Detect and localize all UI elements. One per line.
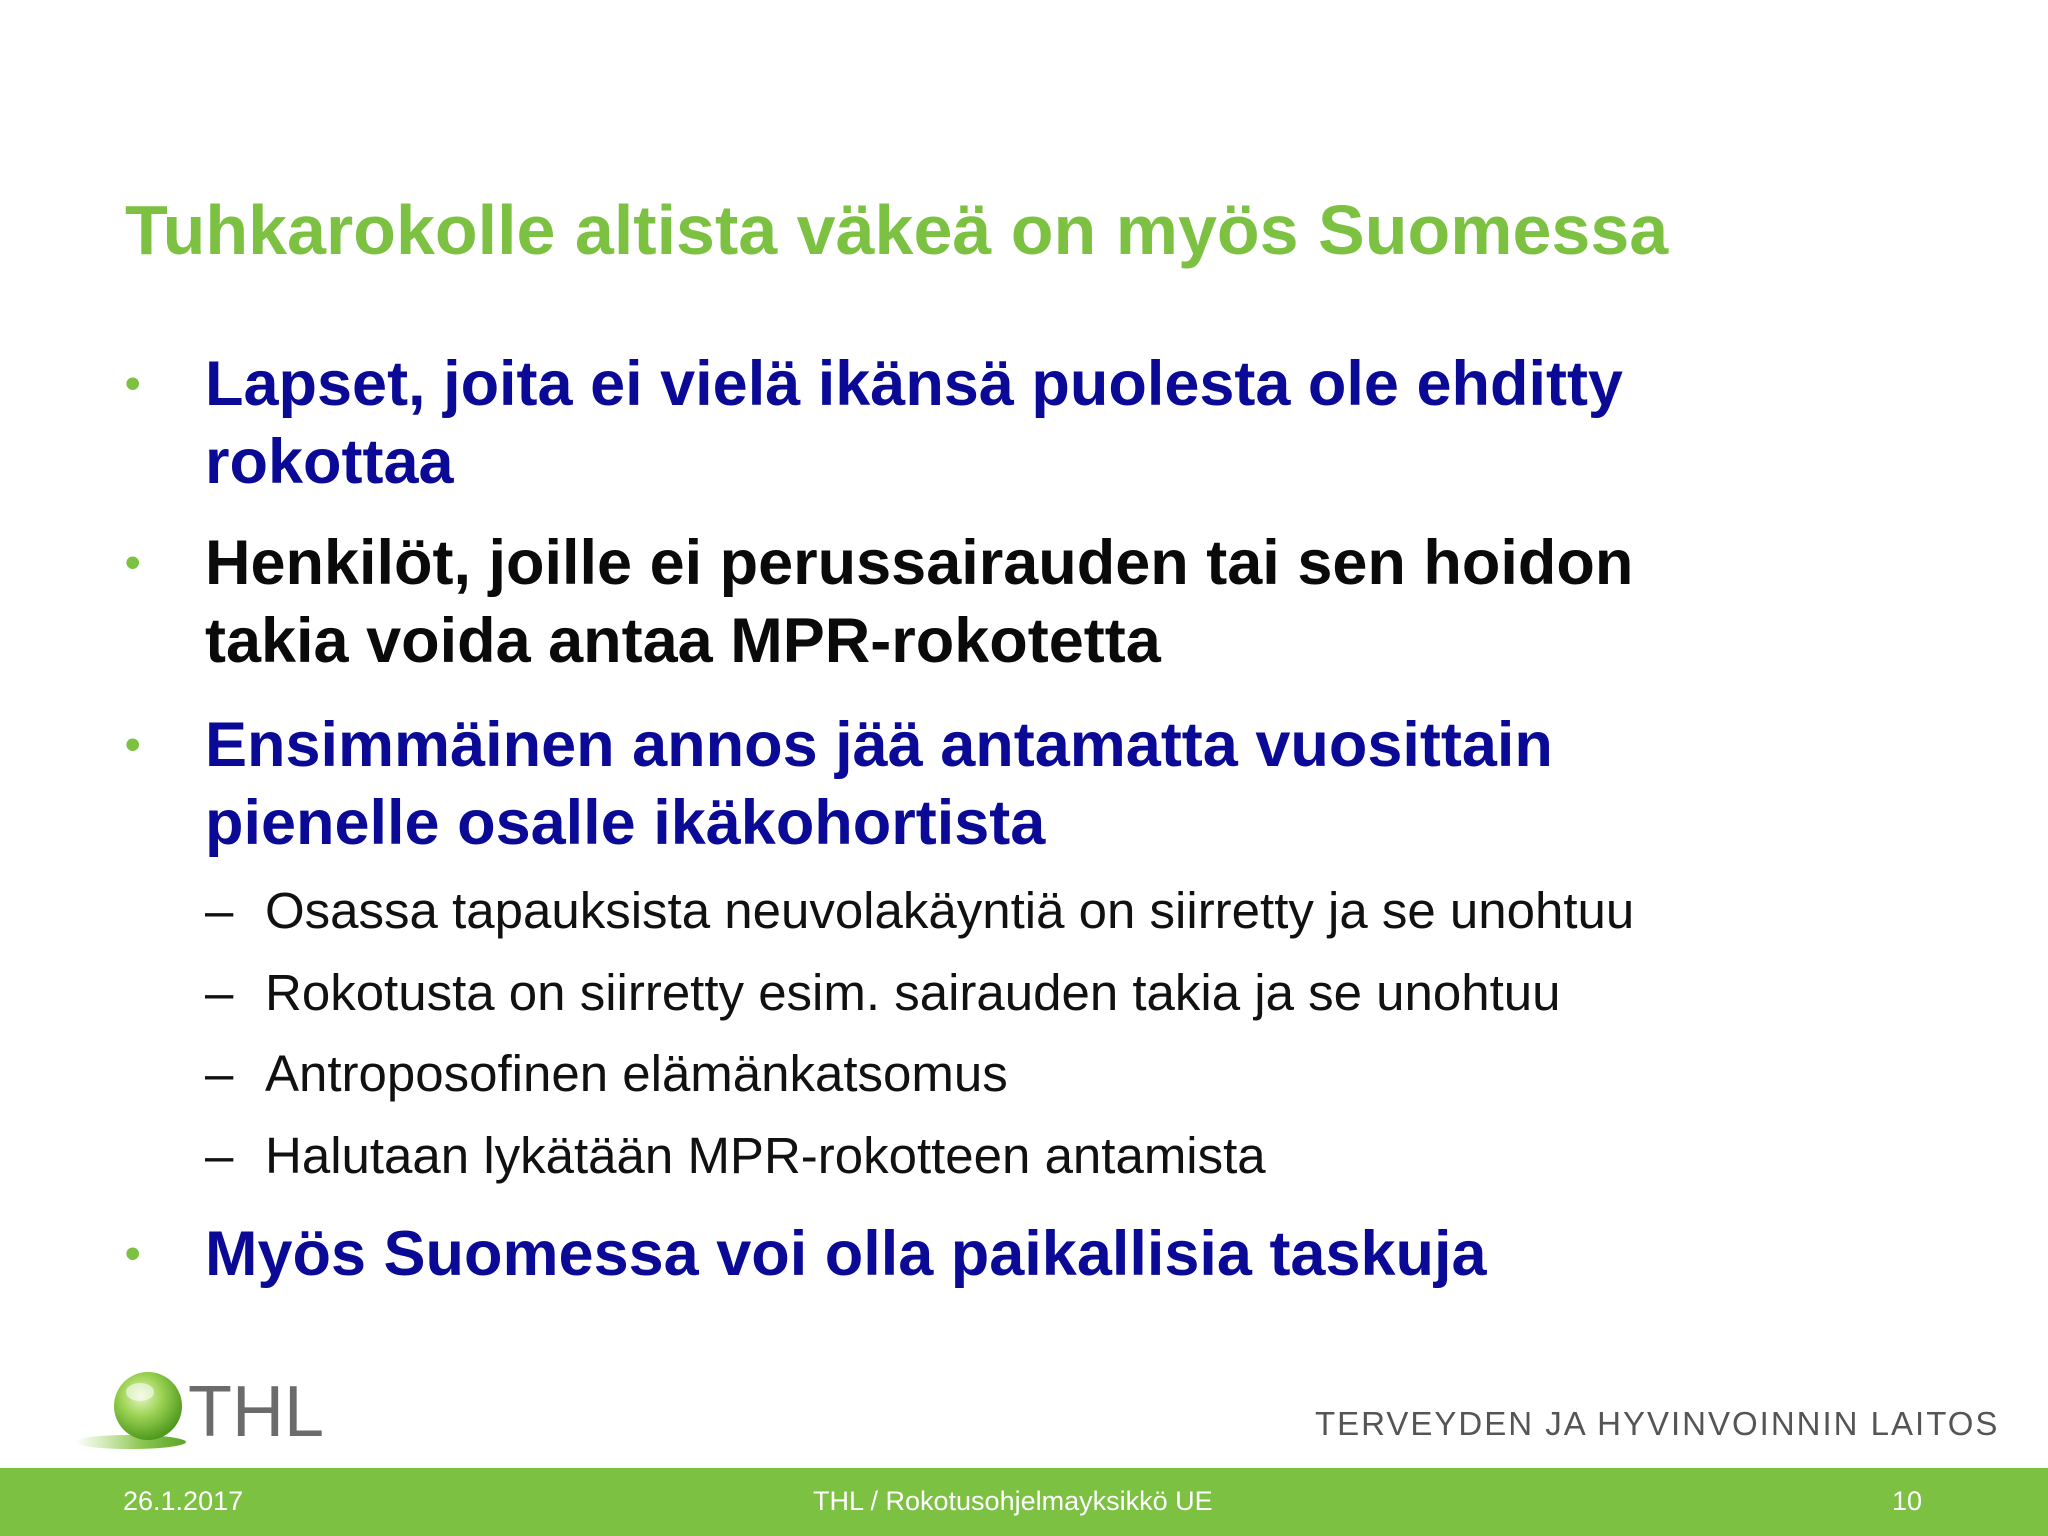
footer-date: 26.1.2017 [123, 1486, 244, 1516]
sub-bullet-text: Osassa tapauksista neuvolakäyntiä on siirretty ja se unohtuu [265, 882, 1635, 939]
sub-bullet-text: Rokotusta on siirretty esim. sairauden takia ja se unohtuu [265, 964, 1561, 1021]
slide-title: Tuhkarokolle altista väkeä on myös Suomessa [125, 191, 1669, 269]
sub-bullet-text: Antroposofinen elämänkatsomus [265, 1045, 1008, 1102]
bullet-marker: • [125, 720, 141, 769]
organization-name: TERVEYDEN JA HYVINVOINNIN LAITOS [1315, 1405, 2000, 1442]
logo-swoosh [74, 1435, 186, 1449]
bullet-marker: • [125, 538, 141, 587]
bullet-text-line: rokottaa [205, 427, 454, 497]
logo-orb-icon [114, 1372, 182, 1440]
sub-bullet-marker: – [205, 882, 234, 939]
thl-logo [70, 1358, 360, 1458]
sub-bullet-marker: – [205, 964, 234, 1021]
logo-text: THL [188, 1372, 325, 1452]
footer-department: THL / Rokotusohjelmayksikkö UE [813, 1486, 1213, 1516]
bullet-text-line: pienelle osalle ikäkohortista [205, 788, 1046, 858]
bullet-text-line: Ensimmäinen annos jää antamatta vuosittain [205, 710, 1553, 780]
bullet-text-line: Henkilöt, joille ei perussairauden tai sen hoidon [205, 528, 1634, 598]
sub-bullet-marker: – [205, 1045, 234, 1102]
bullet-text-line: Lapset, joita ei vielä ikänsä puolesta ole ehditty [205, 349, 1623, 419]
bullet-marker: • [125, 1229, 141, 1278]
footer-bar [0, 1468, 2048, 1536]
sub-bullet-marker: – [205, 1127, 234, 1184]
bullet-marker: • [125, 359, 141, 408]
bullet-text-line: Myös Suomessa voi olla paikallisia taskuja [205, 1219, 1487, 1289]
bullet-text-line: takia voida antaa MPR-rokotetta [205, 606, 1161, 676]
page-number: 10 [1892, 1486, 1923, 1516]
sub-bullet-text: Halutaan lykätään MPR-rokotteen antamista [265, 1127, 1266, 1184]
